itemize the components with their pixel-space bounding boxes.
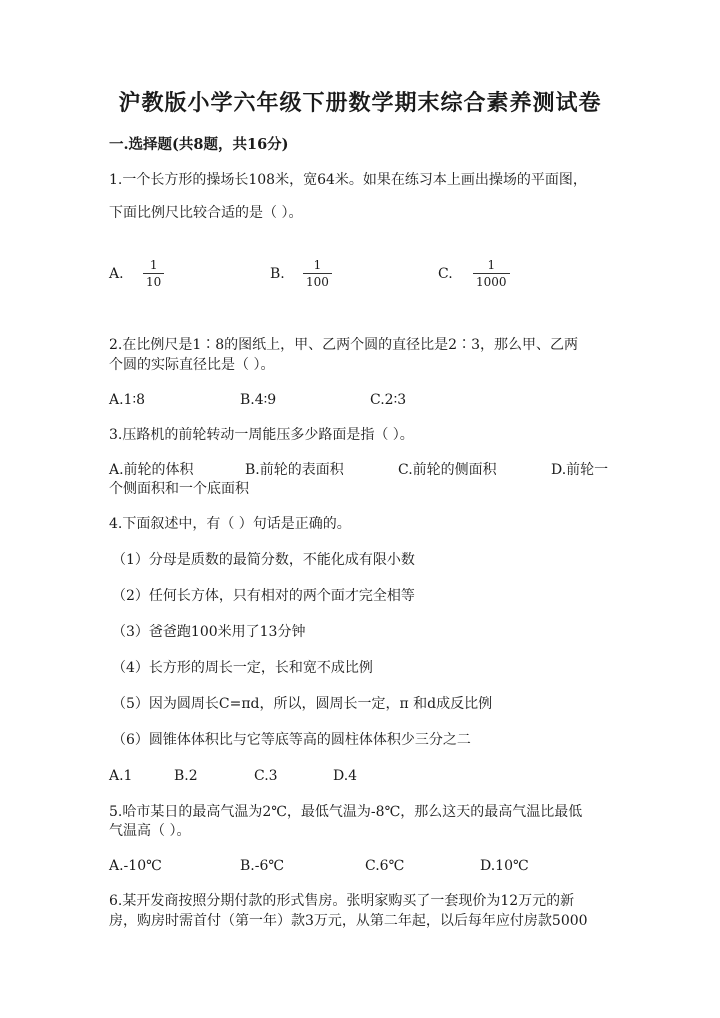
- question-text: 1.一个长方形的操场长108米，宽64米。如果在练习本上画出操场的平面图，: [109, 172, 587, 188]
- question-text: 5.哈市某日的最高气温为2℃，最低气温为-8℃，那么这天的最高气温比最低: [109, 804, 583, 820]
- option: B.前轮的表面积: [245, 462, 344, 478]
- option: D.前轮一: [551, 462, 609, 478]
- fraction-numerator: 1: [149, 258, 158, 272]
- question-text: 下面比例尺比较合适的是（ ）。: [109, 205, 303, 221]
- option-label: A.: [109, 266, 124, 282]
- question-text: 6.某开发商按照分期付款的形式售房。张明家购买了一套现价为12万元的新: [109, 893, 575, 909]
- option: A.-10℃: [109, 858, 162, 874]
- question-text: 3.压路机的前轮转动一周能压多少路面是指（ ）。: [109, 427, 414, 443]
- fraction-bar: [143, 273, 164, 274]
- fraction-numerator: 1: [313, 258, 322, 272]
- section-heading: 一.选择题(共8题，共16分): [109, 136, 289, 153]
- page-title: 沪教版小学六年级下册数学期末综合素养测试卷: [118, 90, 602, 116]
- question-text: 2.在比例尺是1∶8的图纸上，甲、乙两个圆的直径比是2∶3，那么甲、乙两: [109, 337, 578, 353]
- option-label: B.: [270, 266, 285, 282]
- option: C.3: [254, 768, 278, 784]
- fraction: [303, 258, 332, 289]
- statement: （2）任何长方体，只有相对的两个面才完全相等: [112, 588, 415, 604]
- statement: （6）圆锥体体积比与它等底等高的圆柱体体积少三分之二: [112, 732, 471, 748]
- option-continuation: 个侧面积和一个底面积: [109, 481, 249, 497]
- option-label: C.: [438, 266, 453, 282]
- option: C.前轮的侧面积: [398, 462, 497, 478]
- option: B.2: [174, 768, 198, 784]
- statement: （3）爸爸跑100米用了13分钟: [112, 624, 306, 640]
- question-text: 气温高（ ）。: [109, 823, 191, 839]
- question-text: 4.下面叙述中，有（ ）句话是正确的。: [109, 516, 351, 532]
- option: D.4: [333, 768, 358, 784]
- option: B.4∶9: [240, 392, 277, 408]
- question-text: 房，购房时需首付（第一年）款3万元，从第二年起，以后每年应付房款5000: [109, 913, 588, 929]
- fraction: [473, 258, 510, 289]
- option: C.6℃: [365, 858, 405, 874]
- question-text: 个圆的实际直径比是（ ）。: [109, 357, 275, 373]
- statement: （4）长方形的周长一定，长和宽不成比例: [112, 660, 373, 676]
- fraction-numerator: 1: [487, 258, 496, 272]
- fraction-bar: [303, 273, 332, 274]
- option: A.1∶8: [109, 392, 146, 408]
- statement: （5）因为圆周长C=πd，所以，圆周长一定，π 和d成反比例: [112, 696, 493, 712]
- fraction-denominator: 10: [146, 275, 162, 289]
- option: A.前轮的体积: [109, 462, 194, 478]
- option: C.2∶3: [370, 392, 407, 408]
- fraction-bar: [473, 273, 510, 274]
- option: D.10℃: [480, 858, 529, 874]
- option: B.-6℃: [240, 858, 285, 874]
- fraction-denominator: 1000: [476, 275, 507, 289]
- option: A.1: [109, 768, 133, 784]
- fraction-denominator: 100: [306, 275, 329, 289]
- fraction: [143, 258, 164, 289]
- statement: （1）分母是质数的最简分数，不能化成有限小数: [112, 552, 415, 568]
